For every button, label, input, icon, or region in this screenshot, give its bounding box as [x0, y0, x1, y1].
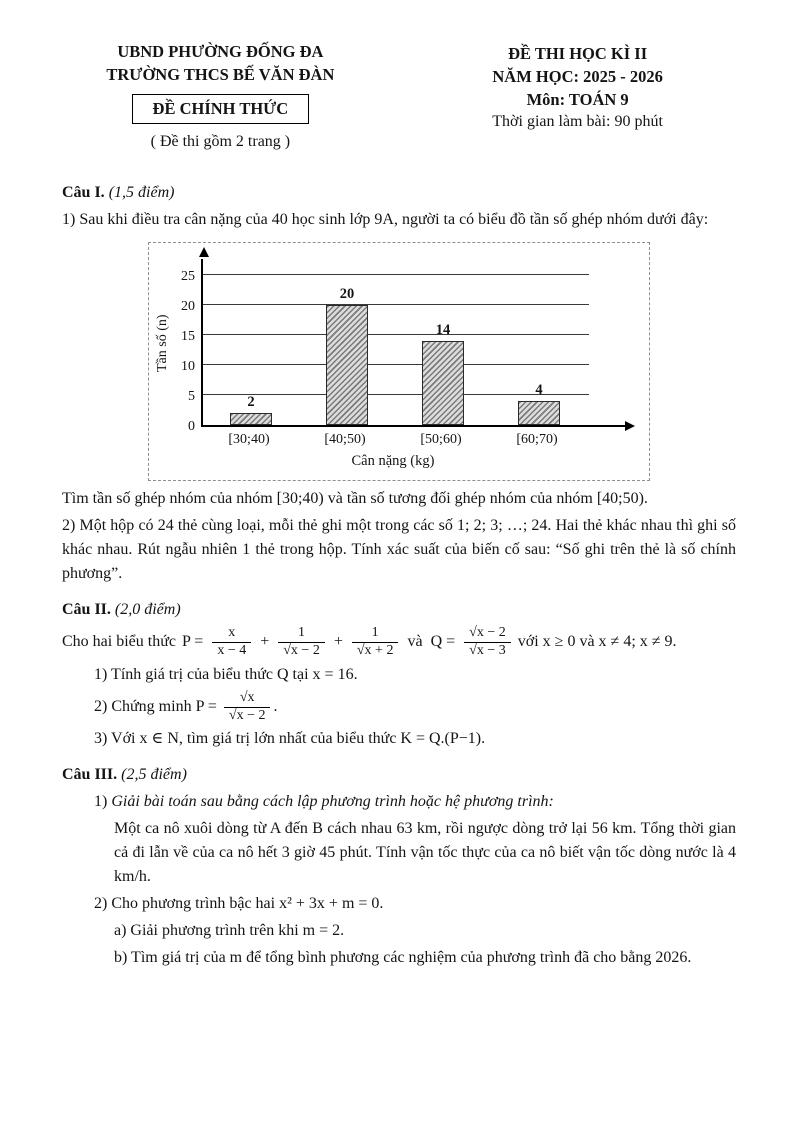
cau1-q2: 2) Một hộp có 24 thẻ cùng loại, mỗi thẻ ghi một trong các số 1; 2; 3; …; 24. Hai thẻ khác nhau thì ghi số khác nhau. Rút ngẫu nhiên 1 thẻ trong hộp. Tính xác suất của biến cố sau: “Số ghi trên thẻ là số chính phương”. — [62, 517, 736, 583]
official-exam-box: ĐỀ CHÍNH THỨC — [132, 94, 310, 124]
cau3-item1-body: Một ca nô xuôi dòng từ A đến B cách nhau 63 km, rồi ngược dòng trở lại 56 km. Tổng thời gian cả đi lẫn về của ca nô hết 3 giờ 45 phút. Tính vận tốc thực của ca nô biết vận tốc dòng nước là 4 km/h. — [114, 820, 736, 886]
exam-header — [62, 40, 736, 151]
cau2-item2-period: . — [273, 697, 278, 715]
bar-value-label: 4 — [535, 382, 543, 399]
cau2-title: Câu II. — [62, 601, 111, 619]
bar — [326, 305, 368, 425]
y-tick-label: 10 — [181, 359, 195, 375]
fraction-numerator: √x — [224, 690, 271, 708]
exam-body — [62, 181, 736, 970]
cau2-points: (2,0 điểm) — [114, 601, 181, 619]
cau3-item1-instruction: Giải bài toán sau bằng cách lập phương trình hoặc hệ phương trình: — [111, 793, 554, 811]
cau1-points: (1,5 điểm) — [108, 184, 175, 202]
cau1-heading — [62, 181, 736, 205]
bar-slot — [395, 323, 491, 425]
fraction-denominator: √x + 2 — [356, 642, 394, 658]
cau1-title: Câu I. — [62, 184, 105, 202]
cau3-item2a: a) Giải phương trình trên khi m = 2. — [114, 922, 345, 940]
fraction-denominator: x − 4 — [217, 642, 247, 658]
y-tick-label: 0 — [188, 419, 195, 435]
fraction-p2 — [278, 625, 325, 660]
x-category-label: [50;60) — [420, 432, 462, 448]
fraction-numerator: x — [212, 625, 251, 643]
cau2-heading — [62, 598, 736, 622]
chart-x-axis-label: Cân nặng (kg) — [351, 453, 435, 470]
cau2-intro-text: Cho hai biểu thức — [62, 633, 176, 651]
cau3-title: Câu III. — [62, 766, 118, 784]
subject: Môn: TOÁN 9 — [526, 90, 629, 110]
fraction-p3 — [352, 625, 399, 660]
fraction-denominator: √x − 2 — [283, 642, 320, 658]
x-category-label: [30;40) — [228, 432, 270, 448]
bar-value-label: 20 — [339, 286, 355, 303]
cau2-item2 — [62, 690, 736, 725]
cau2-item3: 3) Với x ∈ N, tìm giá trị lớn nhất của biểu thức K = Q.(P−1). — [94, 730, 486, 748]
fraction-denominator: √x − 3 — [469, 642, 506, 658]
frequency-bar-chart — [148, 242, 650, 481]
cau2-item1: 1) Tính giá trị của biểu thức Q tại x = 16. — [94, 665, 358, 683]
y-axis-arrow-icon — [199, 247, 209, 257]
cau3-points: (2,5 điểm) — [121, 766, 187, 784]
bar — [230, 413, 272, 425]
bar-slot — [491, 383, 587, 425]
chart-plot-column — [201, 259, 637, 470]
cau3-item2: 2) Cho phương trình bậc hai x² + 3x + m = 0. — [94, 895, 384, 913]
chart-x-categories — [201, 432, 585, 448]
chart-plot-area — [201, 259, 625, 427]
p-equals: P = — [181, 633, 204, 651]
header-left — [62, 40, 379, 151]
cau3-item2b: b) Tìm giá trị của m để tổng bình phương các nghiệm của phương trình đã cho bằng 2026. — [114, 949, 692, 967]
chart-y-ticks — [173, 259, 201, 435]
fraction-p1 — [212, 625, 251, 660]
cau1-q1-intro: 1) Sau khi điều tra cân nặng của 40 học sinh lớp 9A, người ta có biểu đồ tần số ghép nhóm dưới đây: — [62, 211, 709, 229]
cau1-q1-question: Tìm tần số ghép nhóm của nhóm [30;40) và tần số tương đối ghép nhóm của nhóm [40;50). — [62, 490, 648, 508]
fraction-denominator: √x − 2 — [228, 707, 266, 723]
x-axis-arrow-icon — [625, 421, 635, 431]
chart-bars — [203, 259, 587, 425]
bar — [518, 401, 560, 425]
fraction-numerator: 1 — [278, 625, 325, 643]
plus-sign: + — [333, 633, 343, 651]
bar-slot — [203, 395, 299, 425]
y-tick-label: 25 — [181, 269, 195, 285]
bar-value-label: 2 — [247, 394, 255, 411]
y-tick-label: 5 — [188, 389, 195, 405]
cau2-item2-text: 2) Chứng minh P = — [94, 697, 217, 715]
x-category-label: [40;50) — [324, 432, 366, 448]
fraction-proof — [224, 690, 271, 725]
school-year: NĂM HỌC: 2025 - 2026 — [492, 67, 663, 87]
cau3-item1-label: 1) — [94, 793, 108, 811]
fraction-numerator: √x − 2 — [464, 625, 511, 643]
bar-value-label: 14 — [435, 322, 451, 339]
header-right — [419, 40, 736, 134]
y-tick-label: 15 — [181, 329, 195, 345]
q-equals: Q = — [430, 633, 456, 651]
cau3-heading — [62, 763, 736, 787]
and-word: và — [407, 633, 423, 651]
cau2-formula-line — [62, 625, 736, 660]
duration: Thời gian làm bài: 90 phút — [492, 113, 663, 131]
x-category-label: [60;70) — [516, 432, 558, 448]
chart-y-axis-label: Tần số (n) — [155, 314, 170, 372]
fraction-numerator: 1 — [352, 625, 399, 643]
plus-sign: + — [260, 633, 270, 651]
bar — [422, 341, 464, 425]
cau2-conditions: với x ≥ 0 và x ≠ 4; x ≠ 9. — [517, 633, 677, 651]
bar-slot — [299, 287, 395, 425]
pages-note: ( Đề thi gồm 2 trang ) — [150, 133, 291, 151]
cau3-item1-label-line — [62, 790, 736, 814]
chart-grid — [153, 259, 637, 470]
org-name-1: UBND PHƯỜNG ĐỐNG ĐA — [117, 42, 324, 61]
y-tick-label: 20 — [181, 299, 195, 315]
fraction-q — [464, 625, 511, 660]
org-name-2: TRƯỜNG THCS BẾ VĂN ĐÀN — [106, 65, 335, 85]
exam-title: ĐỀ THI HỌC KÌ II — [508, 44, 648, 63]
